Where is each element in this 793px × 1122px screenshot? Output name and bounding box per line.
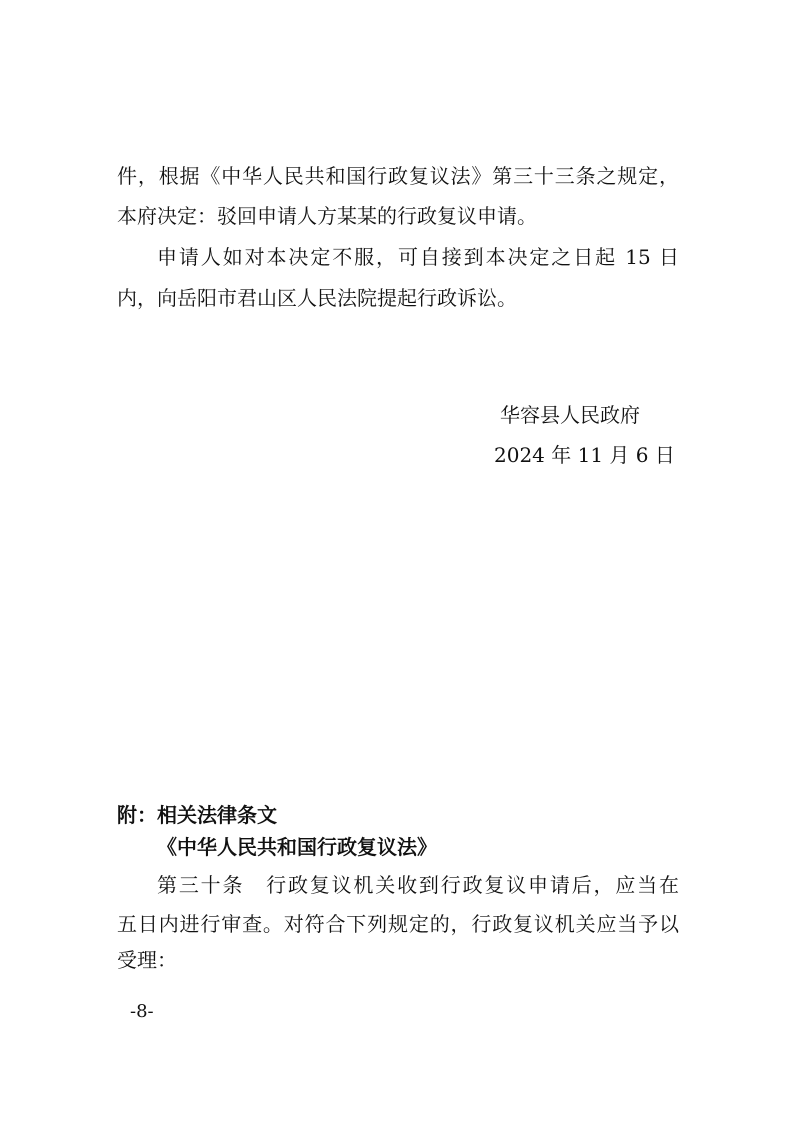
appendix-heading: 附：相关法律条文 bbox=[117, 803, 277, 827]
law-title: 《中华人民共和国行政复议法》 bbox=[157, 835, 437, 859]
appeal-text-line-1: 申请人如对本决定不服，可自接到本决定之日起 15 日 bbox=[157, 245, 679, 269]
decision-text-line-2: 本府决定：驳回申请人方某某的行政复议申请。 bbox=[117, 204, 537, 228]
page-number: -8- bbox=[130, 1001, 154, 1022]
signing-organization: 华容县人民政府 bbox=[500, 403, 640, 427]
article-text-line-1: 第三十条 行政复议机关收到行政复议申请后，应当在 bbox=[157, 873, 679, 897]
appeal-text-line-2: 内，向岳阳市君山区人民法院提起行政诉讼。 bbox=[117, 286, 517, 310]
signing-date: 2024 年 11 月 6 日 bbox=[494, 443, 675, 467]
article-text-line-3: 受理： bbox=[117, 948, 177, 972]
article-text-line-2: 五日内进行审查。对符合下列规定的，行政复议机关应当予以 bbox=[117, 912, 679, 936]
decision-text-line-1: 件，根据《中华人民共和国行政复议法》第三十三条之规定， bbox=[117, 164, 679, 188]
